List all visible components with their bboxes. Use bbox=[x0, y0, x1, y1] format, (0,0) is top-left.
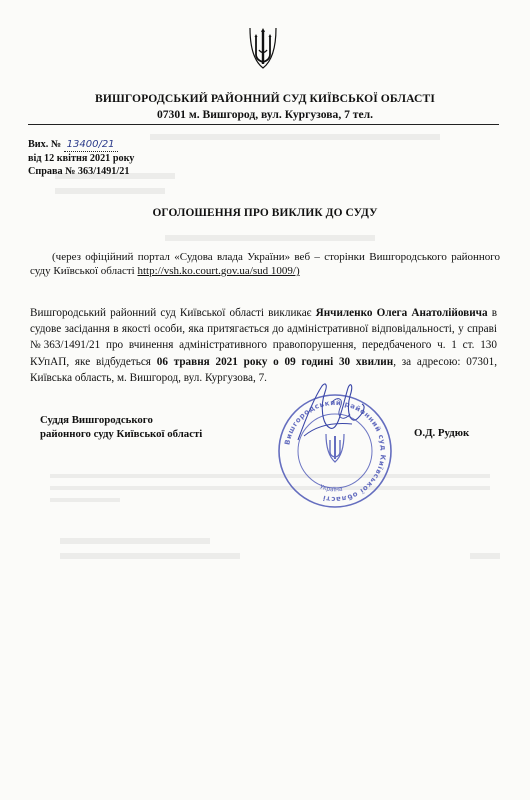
stamp-inner-text: Україна bbox=[318, 483, 344, 494]
header-divider bbox=[28, 124, 499, 125]
judge-title-line-2: районного суду Київської області bbox=[40, 428, 203, 440]
trident-emblem-icon bbox=[246, 24, 280, 72]
bleed-through bbox=[55, 188, 165, 194]
stamp-outer-text: Вишгородський районний суд Київської області bbox=[283, 398, 388, 504]
bleed-through bbox=[50, 474, 490, 478]
summons-paragraph bbox=[30, 305, 497, 386]
outgoing-number: 13400/21 bbox=[64, 138, 118, 152]
bleed-through bbox=[150, 134, 440, 140]
summons-text-2: в судове засідання в якості особи, яка притягається до адміністративної відповідальності, у справі №363/1491/21 про вчинення адміністративного правопорушення, передбаченого ч. 1 ст. 130 КУпАП, яке відбудеться bbox=[30, 307, 497, 368]
summons-text-1: Вишгородський районний суд Київської області викликає bbox=[30, 307, 316, 319]
summons-text-3: , за адресою: 07301, Київська область, м. Вишгород, вул. Кургузова, 7. bbox=[30, 355, 497, 384]
bleed-through bbox=[165, 235, 375, 241]
judge-signature bbox=[292, 378, 372, 448]
court-name: ВИШГОРОДСЬКИЙ РАЙОННИЙ СУД КИЇВСЬКОЇ ОБЛАСТІ bbox=[95, 92, 435, 105]
judge-name: О.Д. Рудюк bbox=[414, 427, 470, 439]
bleed-through bbox=[50, 498, 120, 502]
bleed-through bbox=[470, 553, 500, 559]
portal-note bbox=[30, 250, 500, 278]
hearing-datetime: 06 травня 2021 року о 09 годині 30 хвилин bbox=[156, 355, 394, 368]
bleed-through bbox=[60, 553, 240, 559]
court-address: 07301 м. Вишгород, вул. Кургузова, 7 тел. bbox=[156, 108, 374, 121]
summoned-person-name: Янчиленко Олега Анатолійовича bbox=[315, 307, 488, 319]
case-number: Справа № 363/1491/21 bbox=[28, 166, 130, 177]
svg-text:Україна bbox=[318, 483, 343, 493]
court-website-link[interactable]: http://vsh.ko.court.gov.ua/sud 1009/) bbox=[137, 265, 300, 277]
judge-title bbox=[40, 413, 202, 441]
outgoing-number-line bbox=[28, 138, 118, 152]
portal-note-text: (через офіційний портал «Судова влада України» веб – сторінки Вишгородського районного суду Київської області bbox=[30, 251, 500, 277]
outgoing-label: Вих. № bbox=[28, 139, 62, 150]
judge-title-line-1: Суддя Вишгородського bbox=[40, 414, 153, 426]
bleed-through bbox=[60, 538, 210, 544]
bleed-through bbox=[50, 486, 490, 490]
document-date: від 12 квітня 2021 року bbox=[28, 153, 135, 164]
document-title: ОГОЛОШЕННЯ ПРО ВИКЛИК ДО СУДУ bbox=[152, 207, 378, 219]
